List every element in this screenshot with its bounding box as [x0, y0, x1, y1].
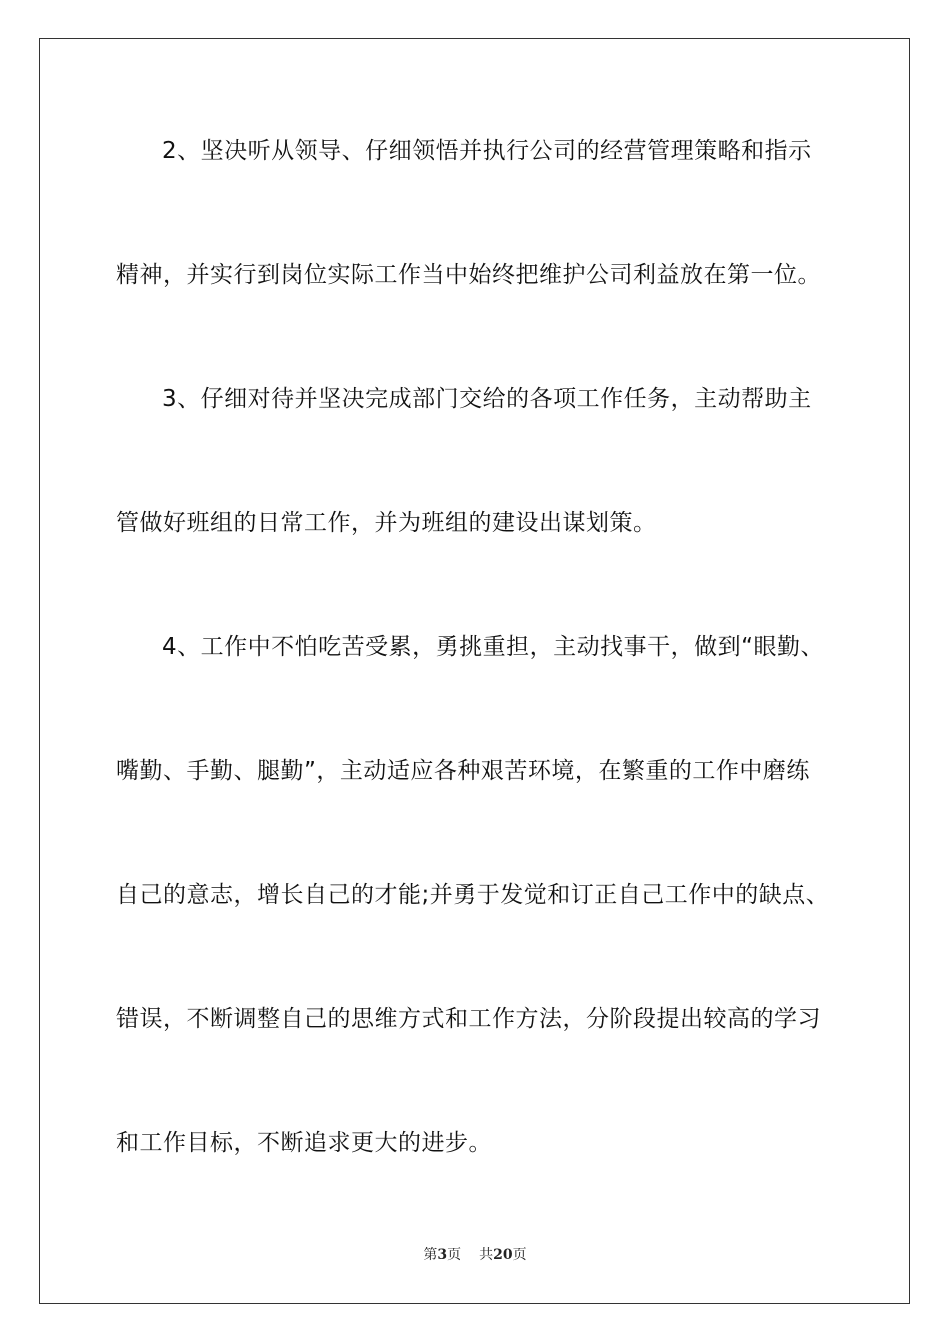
paragraph-2-line-1: 2、坚决听从领导、仔细领悟并执行公司的经营管理策略和指示: [162, 138, 812, 164]
footer-page-prefix: 第: [423, 1247, 438, 1263]
page-footer: [0, 1246, 950, 1264]
footer-total-pages: 20: [493, 1247, 513, 1263]
paragraph-3-line-2: 管做好班组的日常工作，并为班组的建设出谋划策。: [116, 510, 657, 536]
footer-total-prefix: 共: [479, 1247, 494, 1263]
paragraph-4-line-1: 4、工作中不怕吃苦受累，勇挑重担，主动找事干，做到“眼勤、: [162, 634, 825, 660]
paragraph-3-line-1: 3、仔细对待并坚决完成部门交给的各项工作任务，主动帮助主: [162, 386, 812, 412]
paragraph-2-line-2: 精神，并实行到岗位实际工作当中始终把维护公司利益放在第一位。: [116, 262, 821, 288]
paragraph-4-line-5: 和工作目标，不断追求更大的进步。: [116, 1130, 492, 1156]
paragraph-4-line-3: 自己的意志，增长自己的才能;并勇于发觉和订正自己工作中的缺点、: [116, 882, 830, 908]
footer-page-number: 3: [437, 1247, 448, 1263]
footer-page-suffix: 页: [447, 1247, 462, 1263]
page-border: [39, 38, 910, 1304]
paragraph-4-line-2: 嘴勤、手勤、腿勤”，主动适应各种艰苦环境，在繁重的工作中磨练: [116, 758, 810, 784]
footer-total-suffix: 页: [512, 1247, 527, 1263]
paragraph-4-line-4: 错误，不断调整自己的思维方式和工作方法，分阶段提出较高的学习: [116, 1006, 821, 1032]
